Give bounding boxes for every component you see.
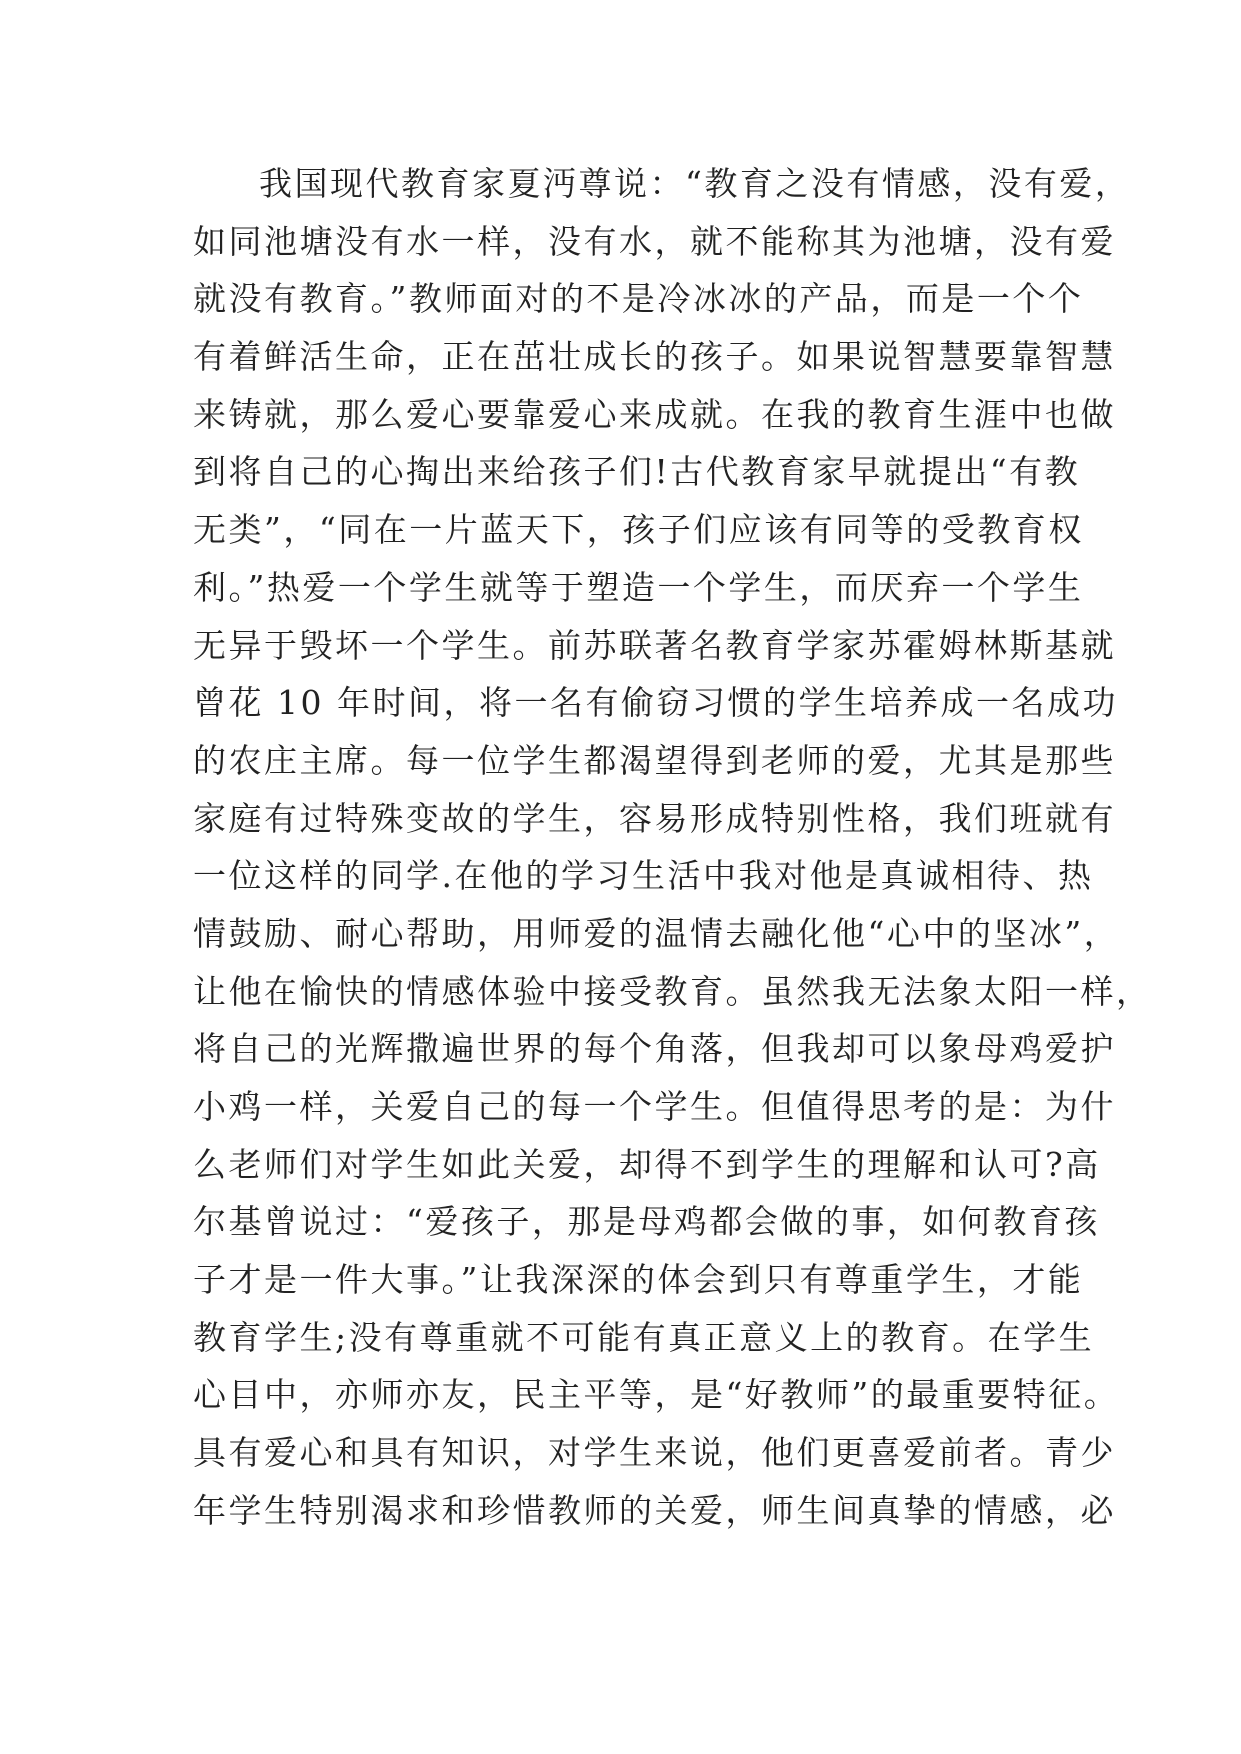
paragraph-line: 的农庄主席。每一位学生都渴望得到老师的爱，尤其是那些 [193, 740, 1116, 780]
paragraph-line: 情鼓励、耐心帮助，用师爱的温情去融化他“心中的坚冰”， [193, 913, 1120, 953]
paragraph-line: 来铸就，那么爱心要靠爱心来成就。在我的教育生涯中也做 [193, 394, 1116, 434]
paragraph-line: 心目中，亦师亦友，民主平等，是“好教师”的最重要特征。 [193, 1375, 1120, 1415]
paragraph-line: 家庭有过特殊变故的学生，容易形成特别性格，我们班就有 [193, 798, 1116, 838]
paragraph-line: 让他在愉快的情感体验中接受教育。虽然我无法象太阳一样， [193, 971, 1152, 1011]
paragraph-line: 么老师们对学生如此关爱，却得不到学生的理解和认可?高 [193, 1144, 1101, 1184]
paragraph-line: 如同池塘没有水一样，没有水，就不能称其为池塘，没有爱 [193, 221, 1116, 261]
paragraph-line: 将自己的光辉撒遍世界的每个角落，但我却可以象母鸡爱护 [193, 1029, 1116, 1069]
paragraph-line: 尔基曾说过：“爱孩子，那是母鸡都会做的事，如何教育孩 [193, 1202, 1100, 1242]
paragraph-line: 到将自己的心掏出来给孩子们!古代教育家早就提出“有教 [193, 452, 1081, 492]
paragraph-line: 有着鲜活生命，正在茁壮成长的孩子。如果说智慧要靠智慧 [193, 337, 1116, 377]
paragraph-line: 无类”，“同在一片蓝天下，孩子们应该有同等的受教育权 [193, 510, 1084, 550]
paragraph-line: 子才是一件大事。”让我深深的体会到只有尊重学生，才能 [193, 1260, 1084, 1300]
body-paragraph [193, 155, 1152, 1540]
paragraph-line: 就没有教育。”教师面对的不是冷冰冰的产品，而是一个个 [193, 279, 1084, 319]
paragraph-line: 曾花 10 年时间，将一名有偷窃习惯的学生培养成一名成功 [193, 683, 1118, 723]
paragraph-line: 一位这样的同学.在他的学习生活中我对他是真诚相待、热 [193, 856, 1094, 896]
paragraph-line: 教育学生;没有尊重就不可能有真正意义上的教育。在学生 [193, 1317, 1095, 1357]
paragraph-line: 年学生特别渴求和珍惜教师的关爱，师生间真挚的情感，必 [193, 1490, 1116, 1530]
paragraph-line: 我国现代教育家夏沔尊说：“教育之没有情感，没有爱， [259, 164, 1131, 203]
paragraph-line: 利。”热爱一个学生就等于塑造一个学生，而厌弃一个学生 [193, 567, 1084, 607]
paragraph-line: 小鸡一样，关爱自己的每一个学生。但值得思考的是：为什 [193, 1087, 1116, 1126]
paragraph-line: 具有爱心和具有知识，对学生来说，他们更喜爱前者。青少 [193, 1433, 1116, 1473]
paragraph-line: 无异于毁坏一个学生。前苏联著名教育学家苏霍姆林斯基就 [193, 625, 1116, 665]
